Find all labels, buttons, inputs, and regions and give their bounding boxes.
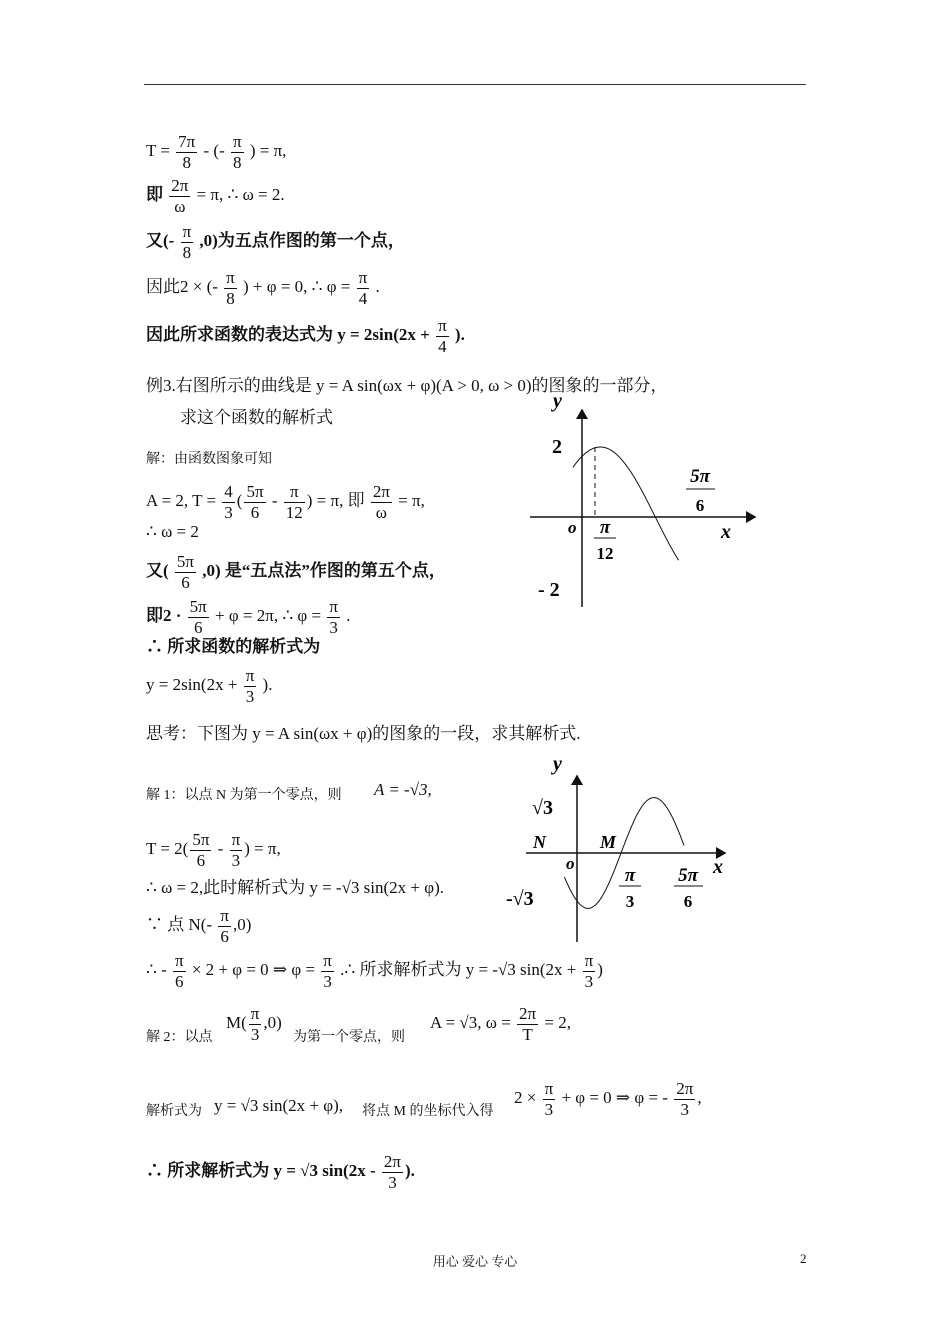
think-expr: y = √3 sin(2x + φ), [214,1096,343,1115]
sine-curve [573,447,679,560]
think-sol2-point-m: M( $\frac{\pi}{3}$ ,0) [226,1004,282,1044]
example3-step1: A = 2, T = $\frac{4}{3}$ ( $\frac{5\pi}{6}$ - $\frac{\pi}{12}$ ) = π, 即 $\frac{2\pi}{\omega}$ = π, [146,482,425,522]
think-sol1-amplitude: A = -√3, [374,780,432,799]
first-point-line: 又(- $\frac{\pi}{8}$ ,0)为五点作图的第一个点， [146,222,405,262]
y-axis-label: y [553,753,562,775]
tick-5pi6-numerator: 5π [678,865,698,886]
tick-pi12-numerator: π [599,517,611,538]
example3-title: 例3.右图所示的曲线是 y = A sin(ωx + φ)(A > 0, ω > 0)的图象的一部分， [146,376,668,395]
think-omega: ∴ ω = 2,此时解析式为 y = -√3 sin(2x + φ). [146,878,444,897]
amplitude-top-label: √3 [532,797,553,819]
example3-step4: 即2 · $\frac{5\pi}{6}$ + φ = 2π, ∴ φ = $\frac{\pi}{3}$ . [146,597,351,637]
think-graph [500,752,740,947]
tick-5pi6-numerator: 5π [690,466,710,487]
example3-step3: 又( $\frac{5\pi}{6}$ ,0) 是“五点法”作图的第五个点， [146,552,446,592]
example3-subtitle: 求这个函数的解析式 [180,408,333,427]
example3-solution-label: 解：由函数图象可知 [146,452,272,467]
tick-5pi6-denominator: 6 [695,496,705,515]
tick-5pi6-denominator: 6 [683,892,693,911]
phi-derivation: 因此2 × (- $\frac{\pi}{8}$ ) + φ = 0, ∴ φ = $\frac{\pi}{4}$ . [146,268,380,308]
tick-pi12-denominator: 12 [596,544,614,563]
result-line: 因此所求函数的表达式为 y = 2sin(2x + $\frac{\pi}{4}$ ). [146,316,465,356]
think-period: T = 2( $\frac{5\pi}{6}$ - $\frac{\pi}{3}$ ) = π, [146,830,281,870]
period-equation: T = $\frac{7\pi}{8}$ - (- $\frac{\pi}{8}$ ) = π, [146,132,287,172]
amplitude-bottom-label: - 2 [538,579,560,601]
example3-step2: ∴ ω = 2 [146,522,199,541]
think-sol1-label: 解 1：以点 N 为第一个零点，则 [146,788,342,803]
amplitude-bottom-label: -√3 [506,888,534,910]
omega-equation: 即 $\frac{2\pi}{\omega}$ = π, ∴ ω = 2. [146,176,285,216]
page-number: 2 [800,1251,807,1266]
amplitude-top-label: 2 [552,436,562,458]
x-axis-label: x [713,856,723,878]
think-sol2-amplitude: A = √3, ω = $\frac{2\pi}{T}$ = 2, [430,1004,571,1044]
point-m-label: M [600,832,617,852]
think-phi: ∴ - $\frac{\pi}{6}$ × 2 + φ = 0 ⇒ φ = $\frac{\pi}{3}$ .∴ 所求解析式为 y = -√3 sin(2x + $\frac{\pi}{3}$ ) [146,951,603,991]
think-sub-eq: 2 × $\frac{\pi}{3}$ + φ = 0 ⇒ φ = - $\frac{2\pi}{3}$ , [514,1079,702,1119]
think-substitute: 将点 M 的坐标代入得 [362,1104,494,1119]
think-sol2-label: 解 2：以点 [146,1030,213,1045]
think-point-n: ∵ 点 N(- $\frac{\pi}{6}$ ,0) [146,906,252,946]
example3-step6: y = 2sin(2x + $\frac{\pi}{3}$ ). [146,666,273,706]
footer-text: 用心 爱心 专心 [432,1254,518,1269]
example3-step5: ∴ 所求函数的解析式为 [146,637,321,656]
think-title: 思考：下图为 y = A sin(ωx + φ)的图象的一段，求其解析式. [146,724,581,743]
think-expr-label: 解析式为 [146,1104,202,1119]
point-n-label: N [533,832,546,852]
think-final: ∴ 所求解析式为 y = √3 sin(2x - $\frac{2\pi}{3}$ ). [146,1152,415,1192]
think-sol2-mid: 为第一个零点，则 [293,1030,405,1045]
origin-label: o [568,518,577,537]
origin-label: o [566,854,575,873]
x-axis-label: x [721,521,731,543]
header-rule [144,84,806,85]
y-axis-label: y [553,395,562,412]
tick-pi3-denominator: 3 [625,892,635,911]
example3-graph [520,395,780,610]
tick-pi3-numerator: π [624,865,636,886]
